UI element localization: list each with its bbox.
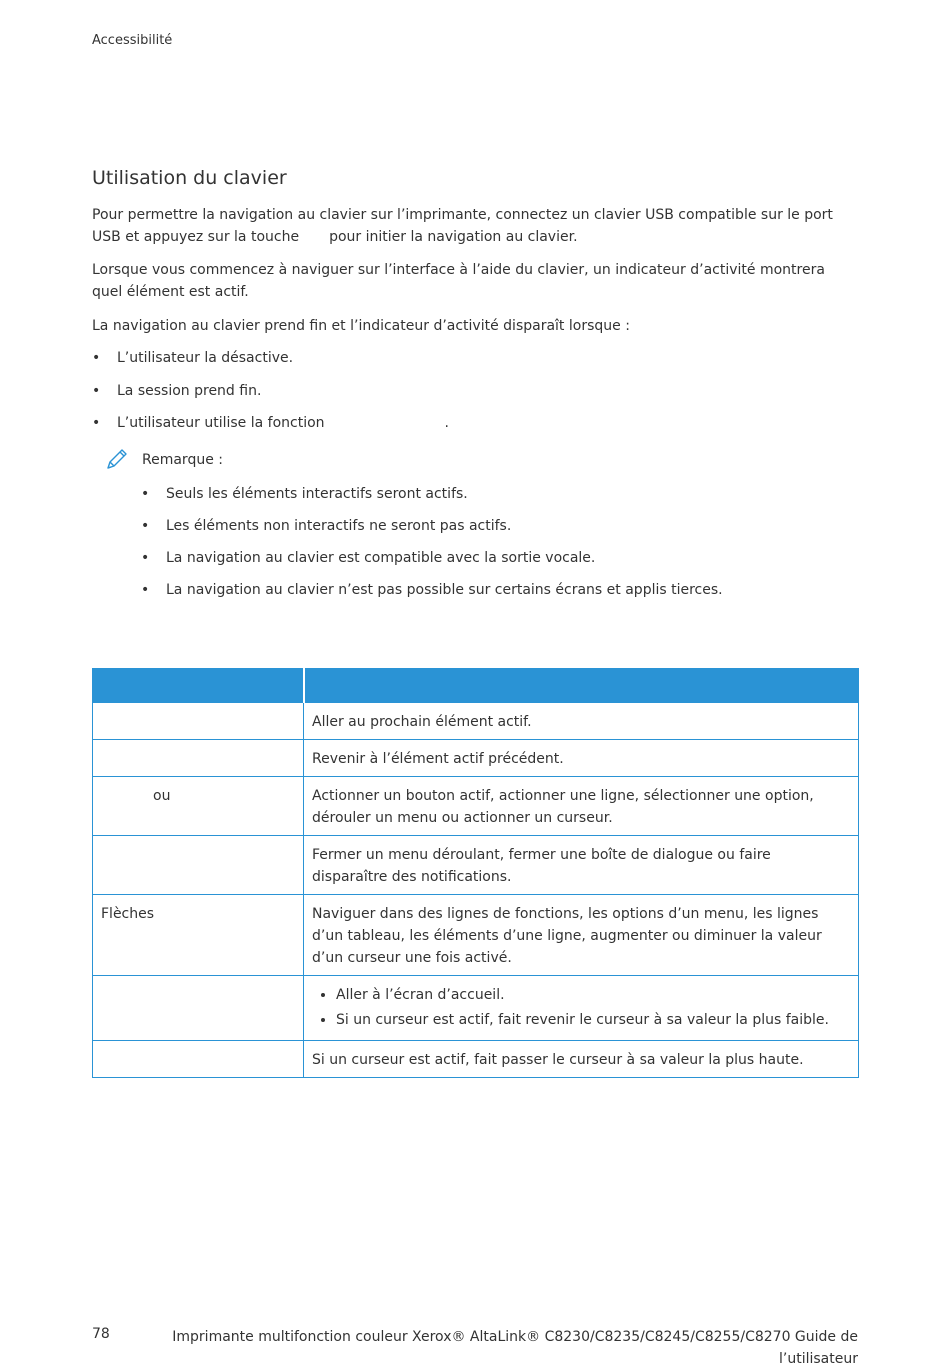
list-item: • L’utilisateur utilise la fonction .	[92, 415, 449, 431]
pencil-icon	[104, 446, 130, 472]
table-row	[93, 740, 859, 777]
table-row	[93, 1041, 859, 1078]
section-title: Utilisation du clavier	[92, 167, 287, 189]
intro-text-before: Pour permettre la navigation au clavier sur l’imprimante, connectez un clavier USB compatible sur le port USB et appuyez sur la touche	[92, 207, 833, 245]
note-item: • Seuls les éléments interactifs seront actifs.	[141, 486, 468, 502]
table-row	[93, 895, 859, 976]
key-cell	[93, 836, 304, 895]
key-cell	[93, 703, 304, 740]
table-row	[93, 836, 859, 895]
note-label: Remarque :	[142, 452, 223, 468]
intro-text-after: pour initier la navigation au clavier.	[329, 229, 578, 245]
note-item: • La navigation au clavier n’est pas possible sur certains écrans et applis tierces.	[141, 582, 723, 598]
list-item: • Aller à l’écran d’accueil.	[336, 984, 850, 1006]
key-cell	[93, 1041, 304, 1078]
key-cell	[93, 976, 304, 1041]
activity-paragraph: Lorsque vous commencez à naviguer sur l’interface à l’aide du clavier, un indicateur d’activité montrera quel élément est actif.	[92, 262, 825, 300]
footer-title: Imprimante multifonction couleur Xerox® AltaLink® C8230/C8235/C8245/C8255/C8270 Guide de l’utilisateur	[172, 1329, 858, 1367]
action-cell: Revenir à l’élément actif précédent.	[304, 740, 859, 777]
page-number: 78	[92, 1326, 110, 1342]
intro-paragraph	[92, 204, 852, 248]
table-row	[93, 777, 859, 836]
action-cell: Si un curseur est actif, fait passer le curseur à sa valeur la plus haute.	[304, 1041, 859, 1078]
action-cell: Naviguer dans des lignes de fonctions, les options d’un menu, les lignes d’un tableau, les éléments d’une ligne, augmenter ou diminuer la valeur d’un curseur une fois activé.	[304, 895, 859, 976]
table-header-action	[304, 669, 859, 703]
list-item: • La session prend fin.	[92, 383, 262, 399]
note-item: • La navigation au clavier est compatible avec la sortie vocale.	[141, 550, 596, 566]
table-row	[93, 703, 859, 740]
action-cell: Aller au prochain élément actif.	[304, 703, 859, 740]
action-cell	[304, 976, 859, 1041]
key-cell: ou	[93, 777, 304, 836]
table-header-row	[93, 669, 859, 703]
action-cell: Fermer un menu déroulant, fermer une boîte de dialogue ou faire disparaître des notifications.	[304, 836, 859, 895]
table-row	[93, 976, 859, 1041]
note-item: • Les éléments non interactifs ne seront pas actifs.	[141, 518, 512, 534]
key-cell	[93, 740, 304, 777]
keyboard-shortcuts-table	[92, 668, 859, 1078]
table-header-key	[93, 669, 304, 703]
list-item: • L’utilisateur la désactive.	[92, 350, 294, 366]
list-item: • Si un curseur est actif, fait revenir le curseur à sa valeur la plus faible.	[336, 1009, 850, 1031]
action-cell: Actionner un bouton actif, actionner une ligne, sélectionner une option, dérouler un menu ou actionner un curseur.	[304, 777, 859, 836]
key-cell: Flèches	[93, 895, 304, 976]
end-conditions-intro: La navigation au clavier prend fin et l’indicateur d’activité disparaît lorsque :	[92, 318, 630, 334]
running-header: Accessibilité	[92, 33, 173, 48]
